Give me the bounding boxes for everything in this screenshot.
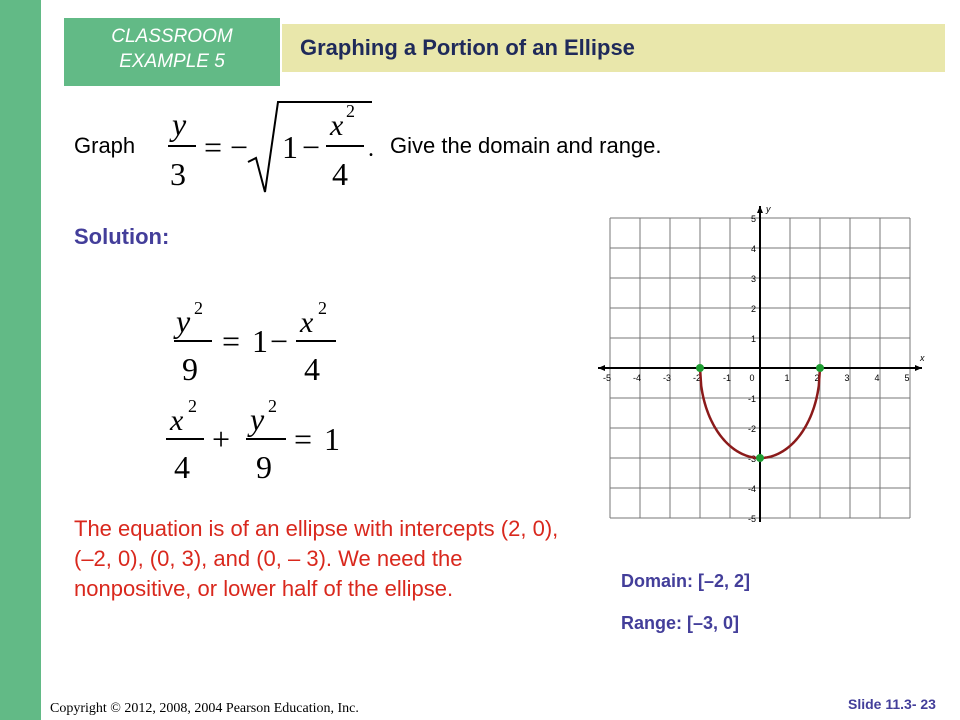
equation-step-2 xyxy=(160,394,360,486)
svg-text:4: 4 xyxy=(332,156,348,192)
svg-text:−: − xyxy=(230,129,249,165)
x-tick-label: 2 xyxy=(814,373,820,383)
svg-text:x: x xyxy=(300,306,314,339)
svg-text:2: 2 xyxy=(318,298,327,318)
x-tick-label: -4 xyxy=(632,373,642,383)
svg-text:2: 2 xyxy=(346,101,355,121)
coordinate-graph xyxy=(592,200,932,540)
svg-text:1: 1 xyxy=(252,323,268,359)
x-axis-arrow-left xyxy=(598,365,605,371)
svg-text:=: = xyxy=(222,323,241,359)
solution-label: Solution: xyxy=(74,224,170,249)
left-sidebar-band xyxy=(0,0,41,720)
svg-text:4: 4 xyxy=(304,351,320,387)
range-answer: Range: [–3, 0] xyxy=(621,613,740,633)
y-tick-label: 4 xyxy=(750,244,756,254)
svg-text:y: y xyxy=(172,106,187,142)
graph-lead-text: Graph xyxy=(74,133,136,158)
instruction-text: Give the domain and range. xyxy=(390,133,662,158)
svg-text:.: . xyxy=(368,136,374,162)
y-axis-label: y xyxy=(766,204,771,214)
y-tick-label: -3 xyxy=(747,454,756,464)
y-tick-label: -5 xyxy=(747,514,756,524)
y-tick-label: -2 xyxy=(747,424,756,434)
svg-text:9: 9 xyxy=(256,449,272,485)
badge-line-1: CLASSROOM xyxy=(111,26,233,47)
svg-text:=: = xyxy=(294,421,313,457)
x-tick-label: 4 xyxy=(874,373,880,383)
y-tick-label: 2 xyxy=(750,304,756,314)
svg-text:−: − xyxy=(270,323,289,359)
explanation-paragraph: The equation is of an ellipse with intercepts (2, 0), (–2, 0), (0, 3), and (0, – 3). We need the nonpositive, or lower half of the ellipse. xyxy=(74,516,559,601)
svg-text:3: 3 xyxy=(170,156,186,192)
svg-text:1: 1 xyxy=(282,129,298,165)
x-axis-arrow xyxy=(915,365,922,371)
y-tick-label: 1 xyxy=(750,334,756,344)
y-tick-label: 5 xyxy=(750,214,756,224)
y-tick-label: 3 xyxy=(750,274,756,284)
domain-answer: Domain: [–2, 2] xyxy=(621,571,751,591)
slide-title: Graphing a Portion of an Ellipse xyxy=(300,35,635,60)
x-tick-label: 3 xyxy=(844,373,850,383)
copyright-footer: Copyright © 2012, 2008, 2004 Pearson Education, Inc. xyxy=(50,701,359,716)
svg-text:y: y xyxy=(176,303,191,339)
svg-text:−: − xyxy=(302,129,321,165)
y-tick-label: -1 xyxy=(747,394,756,404)
classroom-example-badge xyxy=(64,18,280,86)
x-tick-label: 5 xyxy=(904,373,910,383)
svg-text:1: 1 xyxy=(324,421,340,457)
x-tick-label: -5 xyxy=(602,373,612,383)
svg-text:2: 2 xyxy=(194,298,203,318)
slide-number: Slide 11.3- 23 xyxy=(848,696,936,712)
y-axis-arrow xyxy=(757,206,763,213)
svg-text:x: x xyxy=(170,404,184,437)
x-tick-label: 1 xyxy=(784,373,790,383)
svg-text:=: = xyxy=(204,129,223,165)
x-tick-label: -1 xyxy=(722,373,732,383)
svg-text:2: 2 xyxy=(188,396,197,416)
x-axis-label: x xyxy=(920,353,925,363)
svg-text:2: 2 xyxy=(268,396,277,416)
x-tick-label: 0 xyxy=(749,373,755,383)
svg-text:+: + xyxy=(212,421,231,457)
svg-text:y: y xyxy=(250,401,265,437)
badge-line-2: EXAMPLE 5 xyxy=(119,51,225,72)
svg-text:x: x xyxy=(330,109,344,142)
intercept-point xyxy=(696,364,704,372)
intercept-point xyxy=(756,454,764,462)
y-tick-label: -4 xyxy=(747,484,756,494)
intercept-point xyxy=(816,364,824,372)
svg-text:4: 4 xyxy=(174,449,190,485)
x-tick-label: -3 xyxy=(662,373,672,383)
x-tick-label: -2 xyxy=(692,373,702,383)
svg-text:9: 9 xyxy=(182,351,198,387)
given-equation xyxy=(160,90,390,200)
equation-step-1 xyxy=(168,296,348,388)
